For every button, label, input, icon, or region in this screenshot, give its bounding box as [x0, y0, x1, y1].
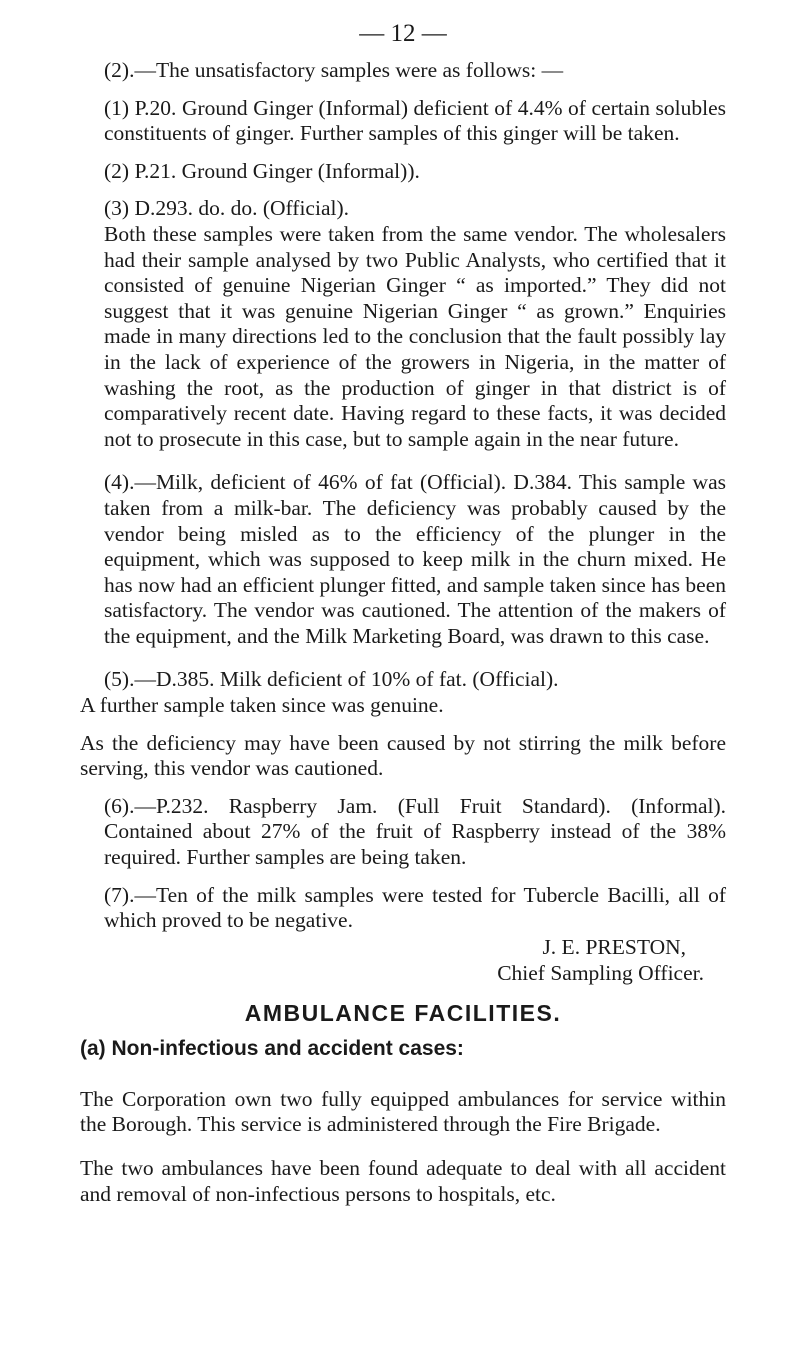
page-number: — 12 —: [359, 20, 447, 47]
both-samples-paragraph: Both these samples were taken from the same vendor. The wholesalers had their sample analysed by two Public Analysts, who certified that it consisted of genuine Nigerian Ginger “ as imported.” They did not suggest that it was genuine Nigerian Ginger “ as grown.” Enquiries made in many directions led to the conclusion that the fault possibly lay in the lack of experience of the growers in Nigeria, in the matter of washing the root, as the production of ginger in that district is of comparatively recent date. Having regard to these facts, it was decided not to prosecute in this case, but to sample again in the near future.: [104, 221, 726, 451]
intro-paragraph: (2).—The unsatisfactory samples were as follows: —: [104, 58, 564, 82]
signature-name: J. E. PRESTON,: [542, 934, 686, 959]
item-4-paragraph: (4).—Milk, deficient of 46% of fat (Official). D.384. This sample was taken from a milk-bar. The deficiency was probably caused by the vendor being misled as to the efficiency of the plunger in the equipment, which was supposed to keep milk in the churn mixed. He has now had an efficient plunger fitted, and sample taken since has been satisfactory. The vendor was cautioned. The attention of the makers of the equipment, and the Milk Marketing Board, was drawn to this case.: [104, 470, 726, 648]
item-7-paragraph: (7).—Ten of the milk samples were tested for Tubercle Bacilli, all of which proved to be negative.: [104, 882, 726, 933]
item-1-paragraph: (1) P.20. Ground Ginger (Informal) deficient of 4.4% of certain solubles constituents of ginger. Further samples of this ginger will be taken.: [104, 95, 726, 146]
ambulance-paragraph-1: The Corporation own two fully equipped ambulances for service within the Borough. This service is administered through the Fire Brigade.: [80, 1086, 726, 1137]
section-subheading: (a) Non-infectious and accident cases:: [80, 1036, 464, 1060]
item-6-paragraph: (6).—P.232. Raspberry Jam. (Full Fruit Standard). (Informal). Contained about 27% of the fruit of Raspberry instead of the 38% required. Further samples are being taken.: [104, 793, 726, 870]
ambulance-paragraph-2: The two ambulances have been found adequate to deal with all accident and removal of non-infectious persons to hospitals, etc.: [80, 1156, 726, 1206]
item-5-heading: (5).—D.385. Milk deficient of 10% of fat. (Official).: [104, 667, 559, 692]
item-2-paragraph: (2) P.21. Ground Ginger (Informal)).: [104, 158, 420, 183]
item-5-caution: As the deficiency may have been caused by not stirring the milk before serving, this vendor was cautioned.: [80, 730, 726, 781]
signature-title: Chief Sampling Officer.: [497, 960, 704, 985]
section-heading: AMBULANCE FACILITIES.: [244, 999, 562, 1026]
item-5-further-sample: A further sample taken since was genuine.: [80, 693, 444, 718]
item-3-paragraph: (3) D.293. do. do. (Official).: [104, 196, 350, 221]
